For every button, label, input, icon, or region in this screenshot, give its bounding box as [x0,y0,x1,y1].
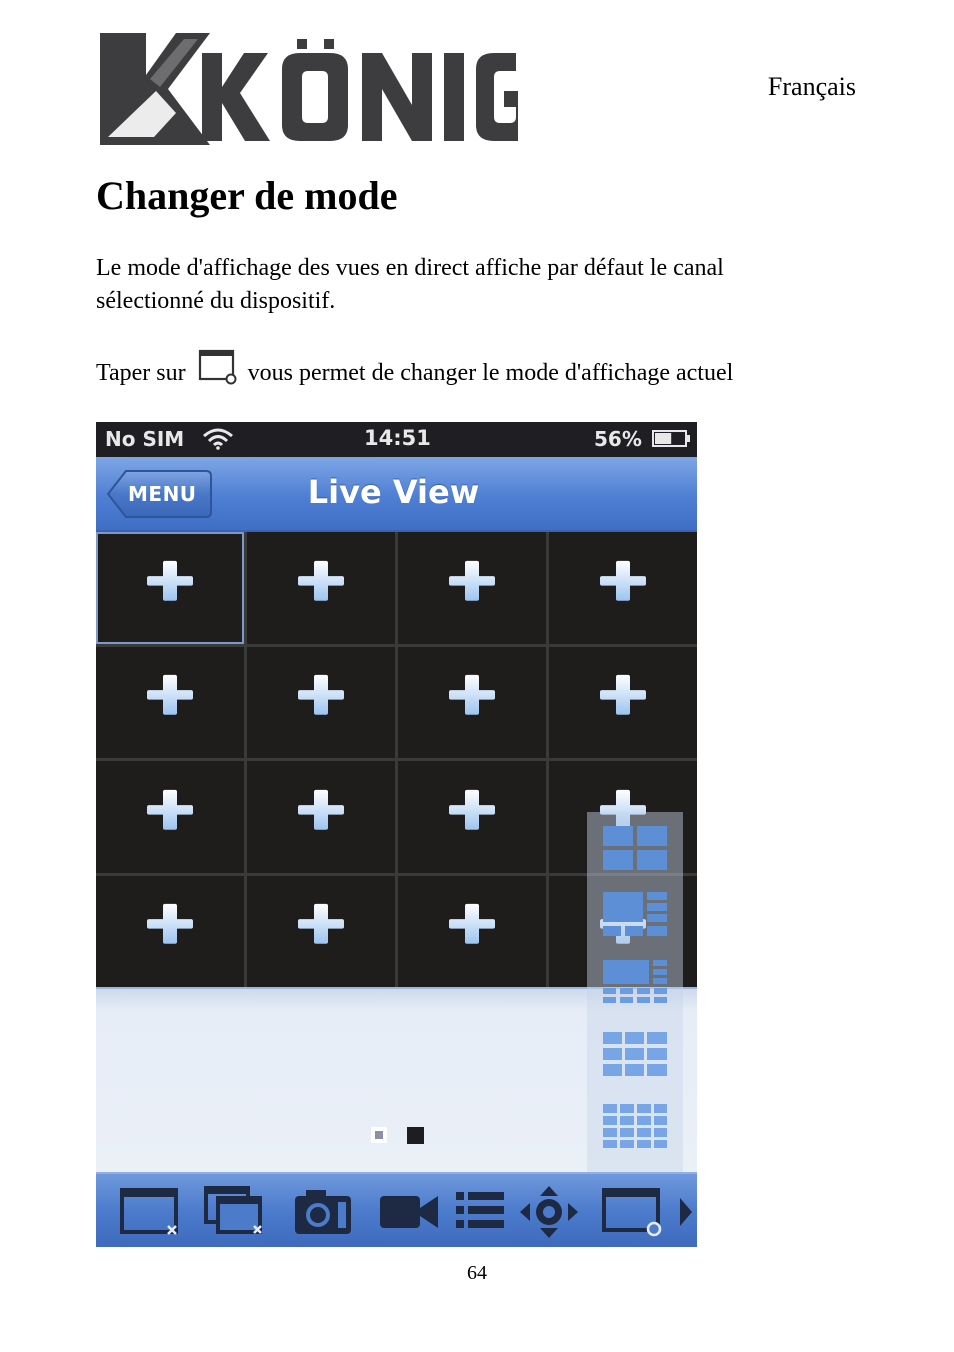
clock-label: 14:51 [364,426,431,450]
app-screenshot [96,422,697,1247]
channel-cell[interactable] [549,647,697,759]
page-dot-1[interactable] [371,1127,387,1143]
snapshot-icon[interactable] [292,1186,354,1238]
layout-16-icon[interactable] [603,1104,667,1148]
list-icon[interactable] [454,1186,506,1238]
plus-icon [298,788,344,834]
layout-9-icon[interactable] [603,1032,667,1076]
layout-4-icon[interactable] [603,826,667,870]
channel-cell[interactable] [247,761,395,873]
channel-cell[interactable] [398,876,546,988]
plus-icon [449,788,495,834]
battery-percent: 56% [594,427,642,451]
channel-cell[interactable] [398,532,546,644]
display-mode-icon [198,348,238,386]
tap-text-before: Taper sur [96,360,186,386]
plus-icon [298,559,344,605]
battery-icon [652,430,692,448]
plus-icon [147,788,193,834]
channel-cell[interactable] [549,532,697,644]
layout-6-icon[interactable] [603,892,667,936]
plus-icon [449,559,495,605]
menu-label: MENU [128,482,197,506]
plus-icon [600,559,646,605]
carrier-label: No SIM [105,427,185,451]
section-title: Changer de mode [96,173,398,218]
konig-logo [98,33,518,145]
close-channel-icon[interactable] [118,1186,184,1238]
page-number: 64 [467,1262,487,1284]
plus-icon [147,902,193,948]
nav-bar [96,457,697,532]
live-view-title: Live View [307,473,480,511]
record-icon[interactable] [378,1186,440,1238]
plus-icon [298,673,344,719]
tap-instruction [96,348,733,391]
channel-cell[interactable] [96,761,244,873]
plus-icon [449,902,495,948]
layout-8-icon[interactable] [603,960,667,1004]
intro-paragraph: Le mode d'affichage des vues en direct affiche par défaut le canal sélectionné du dispositif. [96,255,724,314]
channel-cell[interactable] [96,876,244,988]
language-label: Français [767,72,856,101]
channel-cell[interactable] [96,647,244,759]
close-all-icon[interactable] [202,1186,268,1238]
channel-cell[interactable] [398,761,546,873]
next-arrow-icon[interactable] [678,1186,694,1238]
plus-icon [147,673,193,719]
plus-icon [298,902,344,948]
page-dot-2[interactable] [407,1127,424,1144]
channel-cell[interactable] [247,532,395,644]
bottom-toolbar [96,1172,697,1247]
channel-cell[interactable] [398,647,546,759]
ptz-icon[interactable] [520,1186,578,1238]
plus-icon [147,559,193,605]
status-bar [96,422,697,457]
channel-cell[interactable] [247,647,395,759]
channel-cell[interactable] [247,876,395,988]
tap-text-after: vous permet de changer le mode d'affichage actuel [247,360,734,386]
plus-icon [449,673,495,719]
display-mode-icon[interactable] [600,1186,666,1238]
nav-title [96,473,697,511]
wifi-icon [202,428,234,450]
channel-cell[interactable] [96,532,244,644]
display-mode-panel [587,812,683,1172]
plus-icon [600,673,646,719]
